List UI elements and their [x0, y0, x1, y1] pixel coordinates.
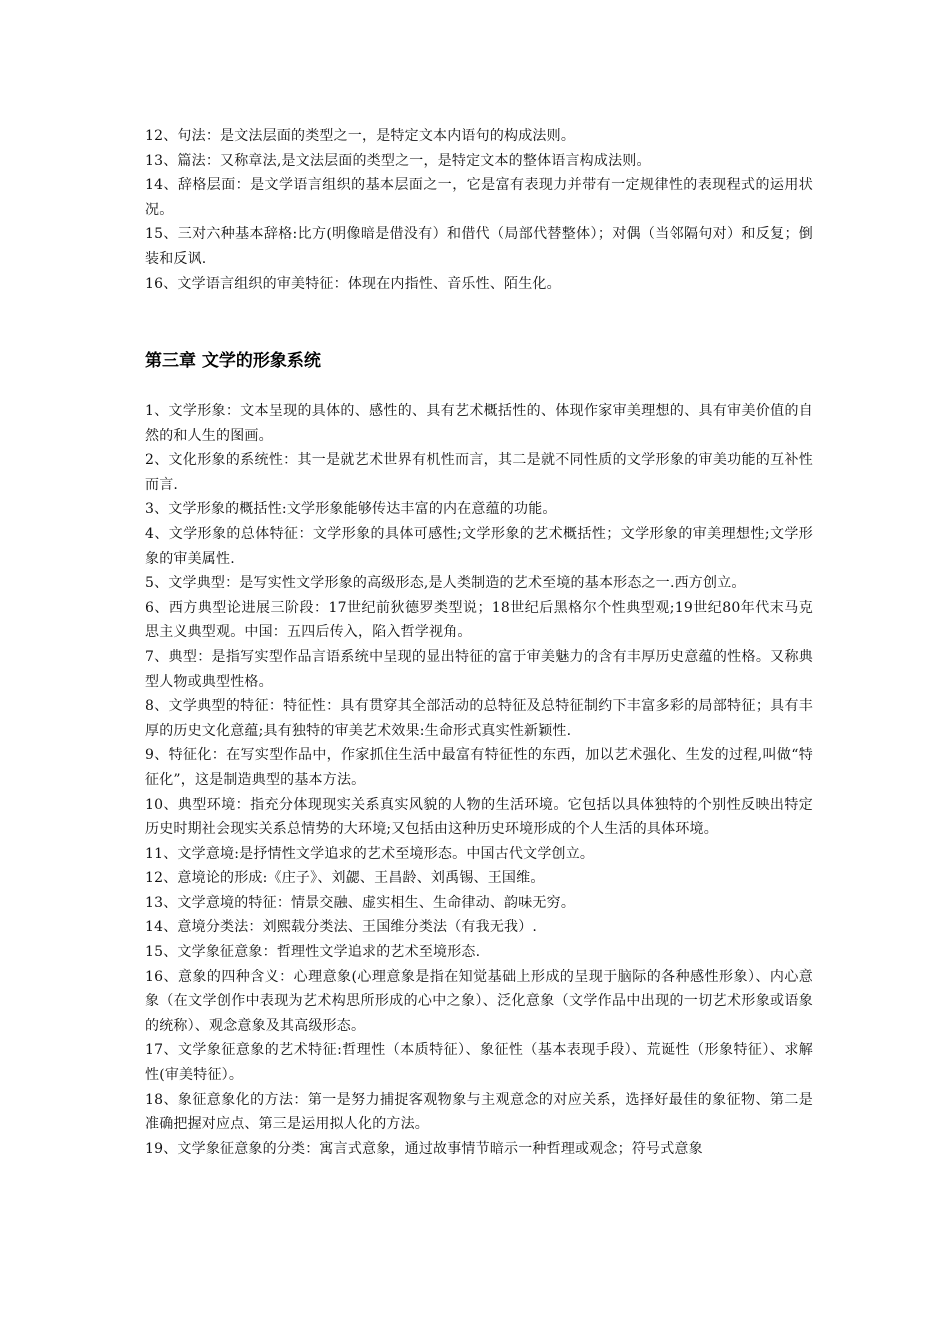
list-item: 4、文学形象的总体特征：文学形象的具体可感性;文学形象的艺术概括性；文学形象的审美理想性;文学形象的审美属性.	[145, 525, 813, 567]
list-item: 18、象征意象化的方法：第一是努力捕捉客观物象与主观意念的对应关系，选择好最佳的象征物、第二是准确把握对应点、第三是运用拟人化的方法。	[145, 1091, 813, 1133]
intro-item: 12、句法：是文法层面的类型之一，是特定文本内语句的构成法则。	[145, 128, 576, 144]
intro-item: 14、辞格层面：是文学语言组织的基本层面之一，它是富有表现力并带有一定规律性的表现程式的运用状况。	[145, 177, 813, 218]
list-item: 12、意境论的形成:《庄子》、刘勰、王昌龄、刘禹锡、王国维。	[145, 870, 545, 887]
list-item: 1、文学形象：文本呈现的具体的、感性的、具有艺术概括性的、体现作家审美理想的、具有审美价值的自然的和人生的图画。	[145, 403, 813, 444]
intro-section	[145, 124, 813, 296]
list-item: 11、文学意境:是抒情性文学追求的艺术至境形态。中国古代文学创立。	[145, 845, 595, 862]
list-item: 16、意象的四种含义：心理意象(心理意象是指在知觉基础上形成的呈现于脑际的各种感性形象）、内心意象（在文学创作中表现为艺术构思所形成的心中之象）、泛化意象（文学作品中出现的一切艺术形象或语象的统称）、观念意象及其高级形态。	[145, 968, 813, 1034]
list-item: 14、意境分类法：刘熙载分类法、王国维分类法（有我无我）.	[145, 919, 538, 936]
list-item: 8、文学典型的特征：特征性：具有贯穿其全部活动的总特征及总特征制约下丰富多彩的局部特征；具有丰厚的历史文化意蕴;具有独特的审美艺术效果:生命形式真实性新颖性.	[145, 698, 813, 739]
list-item: 10、典型环境：指充分体现现实关系真实风貌的人物的生活环境。它包括以具体独特的个别性反映出特定历史时期社会现实关系总情势的大环境;又包括由这种历史环境形成的个人生活的具体环境。	[145, 796, 813, 838]
chapter-content	[145, 399, 813, 1161]
list-item: 9、特征化：在写实型作品中，作家抓住生活中最富有特征性的东西，加以艺术强化、生发的过程,叫做“特征化”，这是制造典型的基本方法。	[145, 747, 813, 788]
list-item: 5、文学典型：是写实性文学形象的高级形态,是人类制造的艺术至境的基本形态之一.西方创立。	[145, 575, 746, 592]
list-item: 17、文学象征意象的艺术特征:哲理性（本质特征）、象征性（基本表现手段）、荒诞性（形象特征）、求解性(审美特征）。	[145, 1042, 813, 1084]
list-item: 15、文学象征意象：哲理性文学追求的艺术至境形态.	[145, 944, 481, 961]
intro-item: 16、文学语言组织的审美特征：体现在内指性、音乐性、陌生化。	[145, 275, 561, 292]
list-item: 7、典型：是指写实型作品言语系统中呈现的显出特征的富于审美魅力的含有丰厚历史意蕴的性格。又称典型人物或典型性格。	[145, 648, 813, 690]
chapter-title: 第三章 文学的形象系统	[145, 351, 321, 371]
list-item: 19、文学象征意象的分类：寓言式意象，通过故事情节暗示一种哲理或观念；符号式意象	[145, 1140, 703, 1157]
list-item: 13、文学意境的特征：情景交融、虚实相生、生命律动、韵味无穷。	[145, 894, 576, 911]
list-item: 6、西方典型论进展三阶段：17世纪前狄德罗类型说；18世纪后黑格尔个性典型观;19世纪80年代末马克思主义典型观。中国：五四后传入，陷入哲学视角。	[145, 599, 813, 641]
list-item: 3、文学形象的概括性:文学形象能够传达丰富的内在意蕴的功能。	[145, 501, 557, 518]
list-item: 2、文化形象的系统性：其一是就艺术世界有机性而言，其二是就不同性质的文学形象的审美功能的互补性而言.	[145, 452, 813, 493]
intro-item: 13、篇法：又称章法,是文法层面的类型之一，是特定文本的整体语言构成法则。	[145, 152, 651, 169]
intro-item: 15、三对六种基本辞格:比方(明像暗是借没有）和借代（局部代替整体）；对偶（当邻隔句对）和反复；倒装和反讽.	[145, 226, 813, 267]
